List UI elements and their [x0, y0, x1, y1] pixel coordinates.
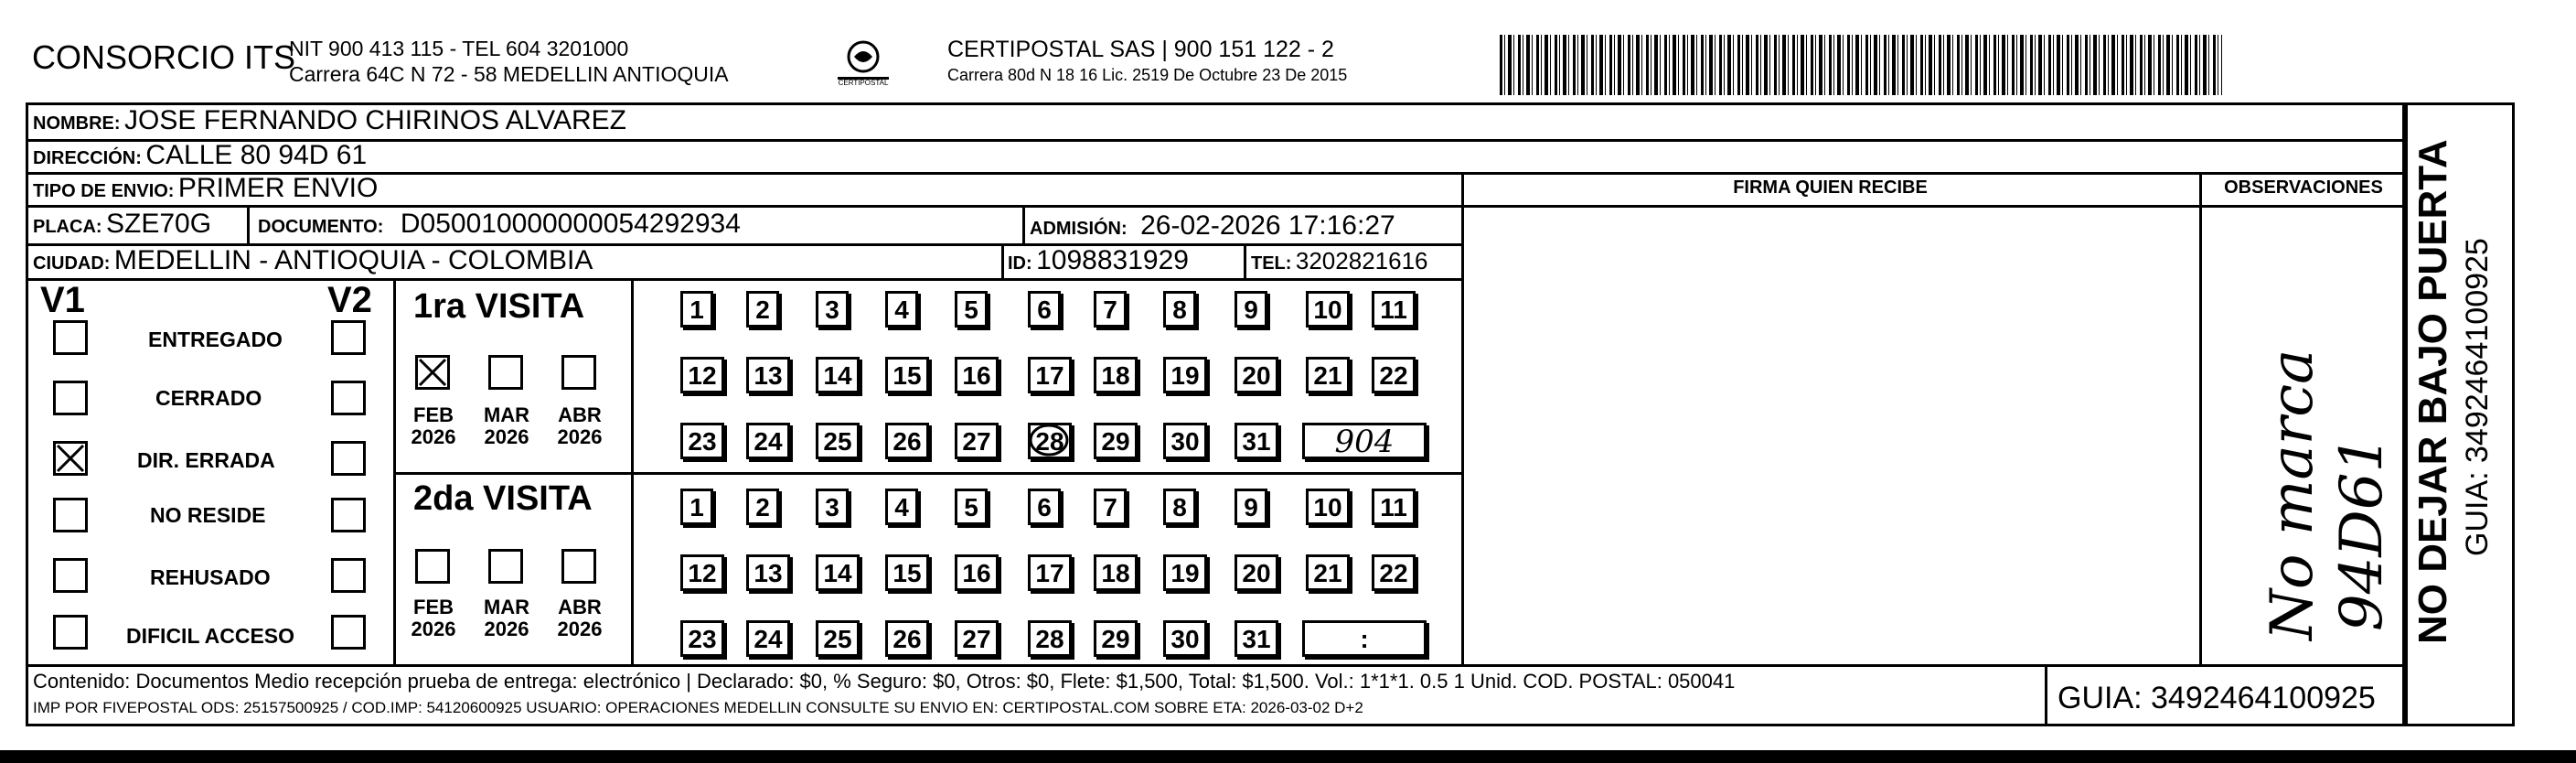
visit1-feb-checkbox[interactable]: [415, 355, 450, 390]
tel-label: TEL:: [1251, 253, 1292, 274]
visit2-day-9[interactable]: 9: [1235, 489, 1267, 525]
visit2-day-13[interactable]: 13: [746, 554, 790, 591]
check-x-icon: [418, 358, 447, 387]
visit2-day-1[interactable]: 1: [680, 489, 713, 525]
observaciones-header: OBSERVACIONES: [2224, 177, 2383, 198]
tel-value: 3202821616: [1295, 247, 1428, 274]
visit2-day-26[interactable]: 26: [885, 620, 929, 657]
v2-entregado-checkbox[interactable]: [331, 320, 366, 355]
visit1-day-3[interactable]: 3: [816, 291, 849, 328]
v1-no-reside-checkbox[interactable]: [53, 498, 88, 532]
visit1-day-22[interactable]: 22: [1372, 357, 1416, 393]
logo-text: CERTIPOSTAL: [838, 79, 889, 87]
visit2-mar-checkbox[interactable]: [488, 549, 523, 584]
visit1-day-5[interactable]: 5: [955, 291, 988, 328]
bottom-border: [0, 750, 2576, 763]
documento-value: D050010000000054292934: [400, 209, 741, 239]
v2-label: V2: [327, 280, 372, 320]
visit1-feb-year: 2026: [411, 425, 456, 448]
direccion-label: DIRECCIÓN:: [33, 148, 142, 168]
visit1-day-14[interactable]: 14: [816, 357, 860, 393]
visit2-day-6[interactable]: 6: [1028, 489, 1061, 525]
visit2-day-15[interactable]: 15: [885, 554, 929, 591]
visit2-abr-label: [552, 596, 607, 640]
nombre-row: [33, 102, 626, 144]
visit2-day-20[interactable]: 20: [1235, 554, 1278, 591]
ciudad-row: [33, 243, 593, 283]
tel-row: [1251, 243, 1428, 283]
v1-rehusado-checkbox[interactable]: [53, 558, 88, 593]
visit1-mar-year: 2026: [484, 425, 529, 448]
visit1-time-field[interactable]: 904: [1302, 423, 1427, 459]
visit2-day-18[interactable]: 18: [1094, 554, 1138, 591]
observation-handwriting-1: No marca: [2259, 349, 2326, 640]
visit2-mar-month: MAR: [483, 596, 530, 618]
status-no-reside: NO RESIDE: [150, 503, 266, 527]
visit1-day-18[interactable]: 18: [1094, 357, 1138, 393]
side-warning: NO DEJAR BAJO PUERTA: [2410, 139, 2455, 644]
ciudad-label: CIUDAD:: [33, 253, 111, 274]
tipo-row: [33, 172, 378, 210]
v2-no-reside-checkbox[interactable]: [331, 498, 366, 532]
visit2-day-16[interactable]: 16: [955, 554, 999, 591]
visit1-day-20[interactable]: 20: [1235, 357, 1278, 393]
circle-mark-icon: [1027, 422, 1073, 460]
v1-entregado-checkbox[interactable]: [53, 320, 88, 355]
footer-contenido: Contenido: Documentos Medio recepción prueba de entrega: electrónico | Declarado: $0, % Seguro: $0, Otros: $0, Flete: $1,500, Total: $1,500. Vol.: 1*1*1. 0.5 1 Unid. COD. POSTAL: 050041: [33, 670, 1736, 693]
visit2-day-21[interactable]: 21: [1306, 554, 1350, 591]
visit1-day-30[interactable]: 30: [1163, 423, 1207, 459]
visit2-day-22[interactable]: 22: [1372, 554, 1416, 591]
documento-row: [258, 205, 741, 248]
visit2-day-30[interactable]: 30: [1163, 620, 1207, 657]
direccion-row: [33, 139, 367, 177]
company-name: CONSORCIO ITS: [32, 38, 296, 76]
visit1-day-21[interactable]: 21: [1306, 357, 1350, 393]
status-entregado: ENTREGADO: [148, 328, 283, 351]
footer-guia: GUIA: 3492464100925: [2058, 681, 2376, 715]
company-address: Carrera 64C N 72 - 58 MEDELLIN ANTIOQUIA: [289, 62, 729, 86]
status-dificil-acceso: DIFICIL ACCESO: [126, 624, 295, 648]
tipo-value: PRIMER ENVIO: [177, 173, 379, 203]
barcode: [1500, 35, 2222, 95]
v1-label: V1: [40, 280, 85, 320]
v2-rehusado-checkbox[interactable]: [331, 558, 366, 593]
id-label: ID:: [1008, 253, 1032, 274]
visit2-feb-checkbox[interactable]: [415, 549, 450, 584]
id-row: [1008, 243, 1189, 283]
visit2-abr-checkbox[interactable]: [561, 549, 596, 584]
visit1-abr-checkbox[interactable]: [561, 355, 596, 390]
postal-address: Carrera 80d N 18 16 Lic. 2519 De Octubre 23 De 2015: [947, 66, 1348, 84]
placa-value: SZE70G: [106, 209, 212, 239]
status-cerrado: CERRADO: [155, 386, 262, 410]
visit1-abr-label: [552, 404, 607, 448]
visit1-day-29[interactable]: 29: [1094, 423, 1138, 459]
visit1-title: 1ra VISITA: [413, 287, 585, 326]
visit1-mar-month: MAR: [483, 403, 530, 426]
visit1-day-31[interactable]: 31: [1235, 423, 1278, 459]
v1-dir-errada-checkbox[interactable]: [53, 441, 88, 476]
visit1-feb-month: FEB: [413, 403, 454, 426]
tipo-label: TIPO DE ENVIO:: [33, 181, 175, 201]
visit2-mar-year: 2026: [484, 618, 529, 640]
visit2-feb-label: [406, 596, 461, 640]
visit1-day-8[interactable]: 8: [1163, 291, 1196, 328]
v2-cerrado-checkbox[interactable]: [331, 381, 366, 415]
visit1-day-2[interactable]: 2: [746, 291, 779, 328]
visit1-abr-month: ABR: [558, 403, 602, 426]
admision-value: 26-02-2026 17:16:27: [1140, 210, 1395, 241]
v1-dificil-acceso-checkbox[interactable]: [53, 615, 88, 650]
firma-header: FIRMA QUIEN RECIBE: [1733, 177, 1928, 198]
visit2-day-23[interactable]: 23: [680, 620, 724, 657]
visit2-day-12[interactable]: 12: [680, 554, 724, 591]
visit1-mar-label: [479, 404, 534, 448]
visit1-day-1[interactable]: 1: [680, 291, 713, 328]
nombre-label: NOMBRE:: [33, 113, 121, 134]
visit1-mar-checkbox[interactable]: [488, 355, 523, 390]
visit1-day-9[interactable]: 9: [1235, 291, 1267, 328]
visit2-day-28[interactable]: 28: [1028, 620, 1072, 657]
visit2-day-31[interactable]: 31: [1235, 620, 1278, 657]
visit1-day-13[interactable]: 13: [746, 357, 790, 393]
visit1-day-28[interactable]: 28: [1028, 423, 1072, 459]
visit2-day-25[interactable]: 25: [816, 620, 860, 657]
visit2-day-8[interactable]: 8: [1163, 489, 1196, 525]
status-rehusado: REHUSADO: [150, 565, 271, 589]
visit1-day-15[interactable]: 15: [885, 357, 929, 393]
id-value: 1098831929: [1036, 245, 1189, 275]
visit2-day-4[interactable]: 4: [885, 489, 918, 525]
visit1-day-6[interactable]: 6: [1028, 291, 1061, 328]
direccion-value: CALLE 80 94D 61: [145, 140, 368, 170]
visit2-feb-year: 2026: [411, 618, 456, 640]
visit2-day-3[interactable]: 3: [816, 489, 849, 525]
certipostal-logo: [834, 37, 893, 101]
visit1-day-27[interactable]: 27: [955, 423, 999, 459]
footer-imp: IMP POR FIVEPOSTAL ODS: 25157500925 / COD.IMP: 54120600925 USUARIO: OPERACIONES MEDELLIN CONSULTE SU ENVIO EN: CERTIPOSTAL.COM SOBRE ETA: 2026-03-02 D+2: [33, 699, 1363, 716]
visit2-day-29[interactable]: 29: [1094, 620, 1138, 657]
v2-dir-errada-checkbox[interactable]: [331, 441, 366, 476]
visit1-day-23[interactable]: 23: [680, 423, 724, 459]
visit1-day-10[interactable]: 10: [1306, 291, 1350, 328]
side-guia: GUIA: 3492464100925: [2460, 238, 2495, 556]
visit1-day-25[interactable]: 25: [816, 423, 860, 459]
visit2-day-10[interactable]: 10: [1306, 489, 1350, 525]
placa-label: PLACA:: [33, 217, 102, 237]
visit2-day-24[interactable]: 24: [746, 620, 790, 657]
visit2-day-2[interactable]: 2: [746, 489, 779, 525]
visit1-day-12[interactable]: 12: [680, 357, 724, 393]
company-nit: NIT 900 413 115 - TEL 604 3201000: [289, 37, 629, 60]
visit1-day-7[interactable]: 7: [1094, 291, 1127, 328]
observation-handwriting-2: 94D61: [2328, 435, 2396, 631]
visit2-day-19[interactable]: 19: [1163, 554, 1207, 591]
visit2-feb-month: FEB: [413, 596, 454, 618]
visit2-title: 2da VISITA: [413, 479, 593, 518]
status-dir-errada: DIR. ERRADA: [137, 448, 275, 472]
visit2-abr-year: 2026: [557, 618, 603, 640]
postal-name: CERTIPOSTAL SAS | 900 151 122 - 2: [947, 37, 1334, 62]
v2-dificil-acceso-checkbox[interactable]: [331, 615, 366, 650]
visit1-day-24[interactable]: 24: [746, 423, 790, 459]
admision-label: ADMISIÓN:: [1030, 219, 1128, 239]
visit2-mar-label: [479, 596, 534, 640]
ciudad-value: MEDELLIN - ANTIOQUIA - COLOMBIA: [113, 245, 593, 275]
check-x-icon: [56, 444, 85, 473]
placa-row: [33, 205, 211, 248]
visit1-day-26[interactable]: 26: [885, 423, 929, 459]
visit2-time-field[interactable]: :: [1302, 620, 1427, 657]
visit2-day-7[interactable]: 7: [1094, 489, 1127, 525]
v1-cerrado-checkbox[interactable]: [53, 381, 88, 415]
visit1-abr-year: 2026: [557, 425, 603, 448]
visit1-day-11[interactable]: 11: [1372, 291, 1416, 328]
visit2-abr-month: ABR: [558, 596, 602, 618]
visit2-day-11[interactable]: 11: [1372, 489, 1416, 525]
visit2-day-5[interactable]: 5: [955, 489, 988, 525]
visit2-day-14[interactable]: 14: [816, 554, 860, 591]
visit1-feb-label: [406, 404, 461, 448]
visit1-day-17[interactable]: 17: [1028, 357, 1072, 393]
logo-icon: [834, 37, 893, 101]
visit1-day-4[interactable]: 4: [885, 291, 918, 328]
visit1-day-16[interactable]: 16: [955, 357, 999, 393]
visit2-day-27[interactable]: 27: [955, 620, 999, 657]
visit2-day-17[interactable]: 17: [1028, 554, 1072, 591]
visit1-day-19[interactable]: 19: [1163, 357, 1207, 393]
nombre-value: JOSE FERNANDO CHIRINOS ALVAREZ: [124, 105, 626, 135]
documento-label: DOCUMENTO:: [258, 217, 384, 237]
